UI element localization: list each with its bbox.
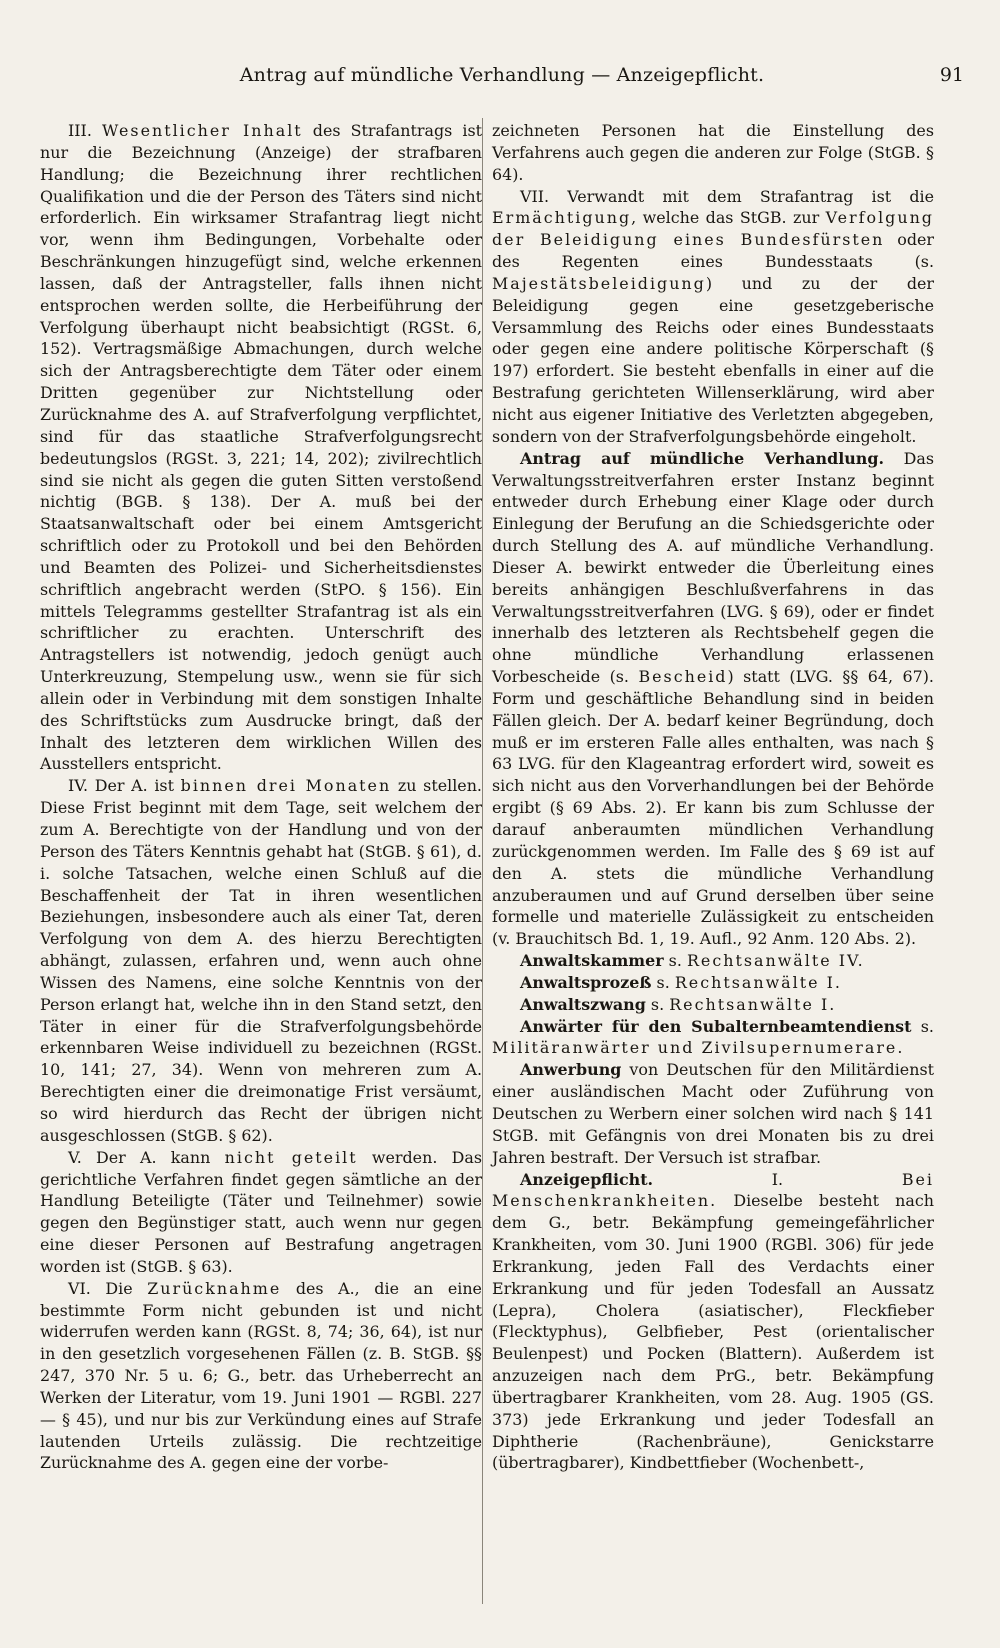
paragraph-text: ) und zu der der Beleidigung gegen eine gesetzgeberische Versammlung des Reichs oder eines Bundesstaats oder gegen eine andere politische Körperschaft (§ 197) erfordert. Sie besteht ebenfalls in einer auf die Bestrafung gerichteten Willenserklärung, wird aber nicht aus eigener Initiative des Verletzten abgegeben, sondern von der Strafverfolgungsbehörde eingeholt. xyxy=(492,273,934,446)
running-header xyxy=(40,64,964,98)
entry-anwaltszwang xyxy=(492,994,934,1016)
emphasis-spaced: Bescheid xyxy=(638,667,728,687)
paragraph-text: zeichneten Personen hat die Einstellung des Verfahrens auch gegen die anderen zur Folge (StGB. § 64). xyxy=(492,121,934,184)
entry-heading: Anwaltszwang xyxy=(520,994,646,1014)
paragraph-iii xyxy=(40,120,482,775)
paragraph-text: des A., die an eine bestimmte Form nicht gebunden ist und nicht widerrufen werden kann (RGSt. 8, 74; 36, 64), ist nur in den gesetzlich vorgesehenen Fällen (z. B. StGB. §§ 247, 370 Nr. 5 u. 6; G., betr. das Urheberrecht an Werken der Literatur, vom 19. Juni 1901 — RGBl. 227 — § 45), und nur bis zur Verkündung eines auf Strafe lautenden Urteils zulässig. Die rechtzeitige Zurücknahme des A. gegen eine der vorbe- xyxy=(40,1278,482,1473)
emphasis-spaced: binnen drei Monaten xyxy=(180,776,392,796)
section-heading: Wesentlicher Inhalt xyxy=(101,121,303,140)
section-number: VI. xyxy=(68,1278,91,1298)
entry-heading: Anwerbung xyxy=(520,1060,622,1080)
entry-anwaerter xyxy=(492,1016,934,1060)
entry-anwerbung xyxy=(492,1059,934,1168)
emphasis-spaced: Bei Menschenkrankheiten. xyxy=(492,1169,934,1211)
paragraph-text: Der A. ist xyxy=(94,776,174,796)
paragraph-v xyxy=(40,1147,482,1278)
page-number: 91 xyxy=(939,64,964,86)
paragraph-text: s. xyxy=(656,972,670,992)
column-divider xyxy=(482,118,483,1604)
entry-anzeigepflicht xyxy=(492,1169,934,1475)
emphasis-spaced: Zurücknahme xyxy=(147,1278,282,1298)
paragraph-text: Die xyxy=(105,1278,133,1298)
entry-heading: Anwaltsprozeß xyxy=(520,972,652,992)
paragraph-text: s. xyxy=(650,994,665,1014)
paragraph-text: des Strafantrags ist nur die Bezeichnung (Anzeige) der strafbaren Handlung; die Bezeichnung ihrer rechtlichen Qualifikation und die der Person des Täters sind nicht erforderlich. Ein wirksamer Strafantrag liegt nicht vor, wenn ihm Bedingungen, Vorbehalte oder Beschränkungen hinzugefügt sind, welche erkennen lassen, daß der Antragsteller, falls ihnen nicht entsprochen werden sollte, die Herbeiführung der Verfolgung überhaupt nicht beabsichtigt (RGSt. 6, 152). Vertragsmäßige Abmachungen, durch welche sich der Antragsberechtigte dem Täter oder einem Dritten gegenüber zur Nichtstellung oder Zurücknahme des A. auf Strafverfolgung verpflichtet, sind für das staatliche Strafverfolgungsrecht bedeutungslos (RGSt. 3, 221; 14, 202); zivilrechtlich sind sie nicht als gegen die guten Sitten verstoßend nichtig (BGB. § 138). Der A. muß bei der Staatsanwaltschaft oder bei einem Amtsgericht schriftlich oder zu Protokoll und bei den Behörden und Beamten des Polizei- und Sicherheitsdienstes schriftlich angebracht werden (StPO. § 156). Ein mittels Telegramms gestellter Strafantrag ist als ein schriftlicher zu erachten. Unterschrift des Antragstellers ist notwendig, jedoch genügt auch Unterkreuzung, Stempelung usw., wenn sie für sich allein oder in Verbindung mit dem sonstigen Inhalte des Schriftstücks zum Ausdrucke bringt, daß der Inhalt des letzteren dem wirklichen Willen des Ausstellers entspricht. xyxy=(40,121,482,774)
paragraph-text: von Deutschen für den Militärdienst einer ausländischen Macht oder Zuführung von Deutschen zu Werbern einer solchen wird nach § 141 StGB. mit Gefängnis von drei Monaten bis zu drei Jahren bestraft. Der Versuch ist strafbar. xyxy=(492,1060,934,1167)
section-number: V. xyxy=(68,1147,82,1167)
paragraph-text: Das Verwaltungsstreitverfahren erster Instanz beginnt entweder durch Erhebung einer Klage oder durch Einlegung der Berufung an die Schiedsgerichte oder durch Stellung des A. auf mündliche Verhandlung. Dieser A. bewirkt entweder die Überleitung eines bereits anhängigen Beschlußverfahrens in das Verwaltungsstreitverfahren (LVG. § 69), oder er findet innerhalb des letzteren als Rechtsbehelf gegen die ohne mündliche Verhandlung erlassenen Vorbescheide (s. xyxy=(492,448,934,687)
cross-reference: Rechtsanwälte IV. xyxy=(686,951,865,971)
paragraph-text: ) statt (LVG. §§ 64, 67). Form und geschäftliche Behandlung sind in beiden Fällen gleich. Der A. bedarf keiner Begründung, doch muß er im ersteren Falle alles enthalten, was nach § 63 LVG. für den Klageantrag erfordert wird, soweit es sich nicht aus den Vorverhandlungen bei der Behörde ergibt (§ 69 Abs. 2). Er kann bis zum Schlusse der darauf anberaumten mündlichen Verhandlung zurückgenommen werden. Im Falle des § 69 ist auf den A. stets die mündliche Verhandlung anzuberaumen und auf Grund derselben über seine formelle und materielle Zulässigkeit zu entscheiden (v. Brauchitsch Bd. 1, 19. Aufl., 92 Anm. 120 Abs. 2). xyxy=(492,667,934,949)
entry-heading: Anwärter für den Subalternbeamtendienst xyxy=(520,1016,912,1036)
cross-reference: Rechtsanwälte I. xyxy=(669,994,837,1014)
paragraph-vii xyxy=(492,186,934,448)
emphasis-spaced: nicht geteilt xyxy=(224,1147,358,1167)
left-column xyxy=(40,120,482,1474)
cross-reference: Rechtsanwälte I. xyxy=(674,972,842,992)
paragraph-text: oder des Regenten eines Bundesstaats (s. xyxy=(492,230,934,272)
section-number: III. xyxy=(68,121,92,140)
paragraph-text: , welche das StGB. zur xyxy=(631,208,820,228)
entry-heading: Anzeigepflicht. xyxy=(520,1169,654,1189)
paragraph-continuation xyxy=(492,120,934,186)
paragraph-text: werden. Das gerichtliche Verfahren findet gegen sämtliche an der Handlung Beteiligte (Täter und Teilnehmer) sowie gegen den Begünstiger statt, auch wenn nur gegen eine dieser Personen auf Bestrafung angetragen worden ist (StGB. § 63). xyxy=(40,1147,482,1276)
section-number: VII. xyxy=(520,186,550,206)
emphasis-spaced: Verfolgung der Beleidigung eines Bundesfürsten xyxy=(492,208,934,250)
paragraph-vi xyxy=(40,1278,482,1475)
entry-heading: Antrag auf mündliche Verhandlung. xyxy=(520,448,885,468)
paragraph-text: Verwandt mit dem Strafantrag ist die xyxy=(567,186,934,206)
entry-anwaltskammer xyxy=(492,950,934,972)
header-title: Antrag auf mündliche Verhandlung — Anzeigepflicht. xyxy=(239,64,765,86)
cross-reference: Militäranwärter und Zivilsupernumerare. xyxy=(492,1038,905,1058)
entry-heading: Anwaltskammer xyxy=(520,951,664,971)
entry-anwaltsprozess xyxy=(492,972,934,994)
section-number: I. xyxy=(771,1169,784,1189)
right-column xyxy=(492,120,934,1474)
paragraph-text: Dieselbe besteht nach dem G., betr. Bekämpfung gemeingefährlicher Krankheiten, vom 30. Juni 1900 (RGBl. 306) für jede Erkrankung, jeden Fall des Verdachts einer Erkrankung und für jeden Todesfall an Aussatz (Lepra), Cholera (asiatischer), Fleckfieber (Flecktyphus), Gelbfieber, Pest (orientalischer Beulenpest) und Pocken (Blattern). Außerdem ist anzuzeigen nach dem PrG., betr. Bekämpfung übertragbarer Krankheiten, vom 28. Aug. 1905 (GS. 373) jede Erkrankung und jeder Todesfall an Diphtherie (Rachenbräune), Genickstarre (übertragbarer), Kindbettfieber (Wochenbett-, xyxy=(492,1191,934,1473)
paragraph-text: Der A. kann xyxy=(96,1147,211,1167)
paragraph-text: s. xyxy=(668,951,682,971)
paragraph-text: zu stellen. Diese Frist beginnt mit dem Tage, seit welchem der zum A. Berechtigte von der Handlung und von der Person des Täters Kenntnis gehabt hat (StGB. § 61), d. i. solche Tatsachen, welche einen Schluß auf die Beschaffenheit der Tat in ihren wesentlichen Beziehungen, insbesondere auch als einer Tat, deren Verfolgung von dem A. des hierzu Berechtigten abhängt, zulassen, erfahren und, wenn auch ohne Wissen des Namens, eine solche Kenntnis von der Person erlangt hat, welche ihn in den Stand setzt, den Täter in einer für die Strafverfolgungsbehörde erkennbaren Weise individuell zu bezeichnen (RGSt. 10, 141; 27, 34). Wenn von mehreren zum A. Berechtigten einer die dreimonatige Frist versäumt, so wird hierdurch das Recht der übrigen nicht ausgeschlossen (StGB. § 62). xyxy=(40,776,482,1145)
emphasis-spaced: Ermächtigung xyxy=(492,208,632,228)
emphasis-spaced: Majestätsbeleidigung xyxy=(492,273,706,293)
section-number: IV. xyxy=(68,776,89,796)
paragraph-iv xyxy=(40,775,482,1146)
entry-antrag-muendliche-verhandlung xyxy=(492,448,934,950)
paragraph-text: s. xyxy=(920,1016,934,1036)
